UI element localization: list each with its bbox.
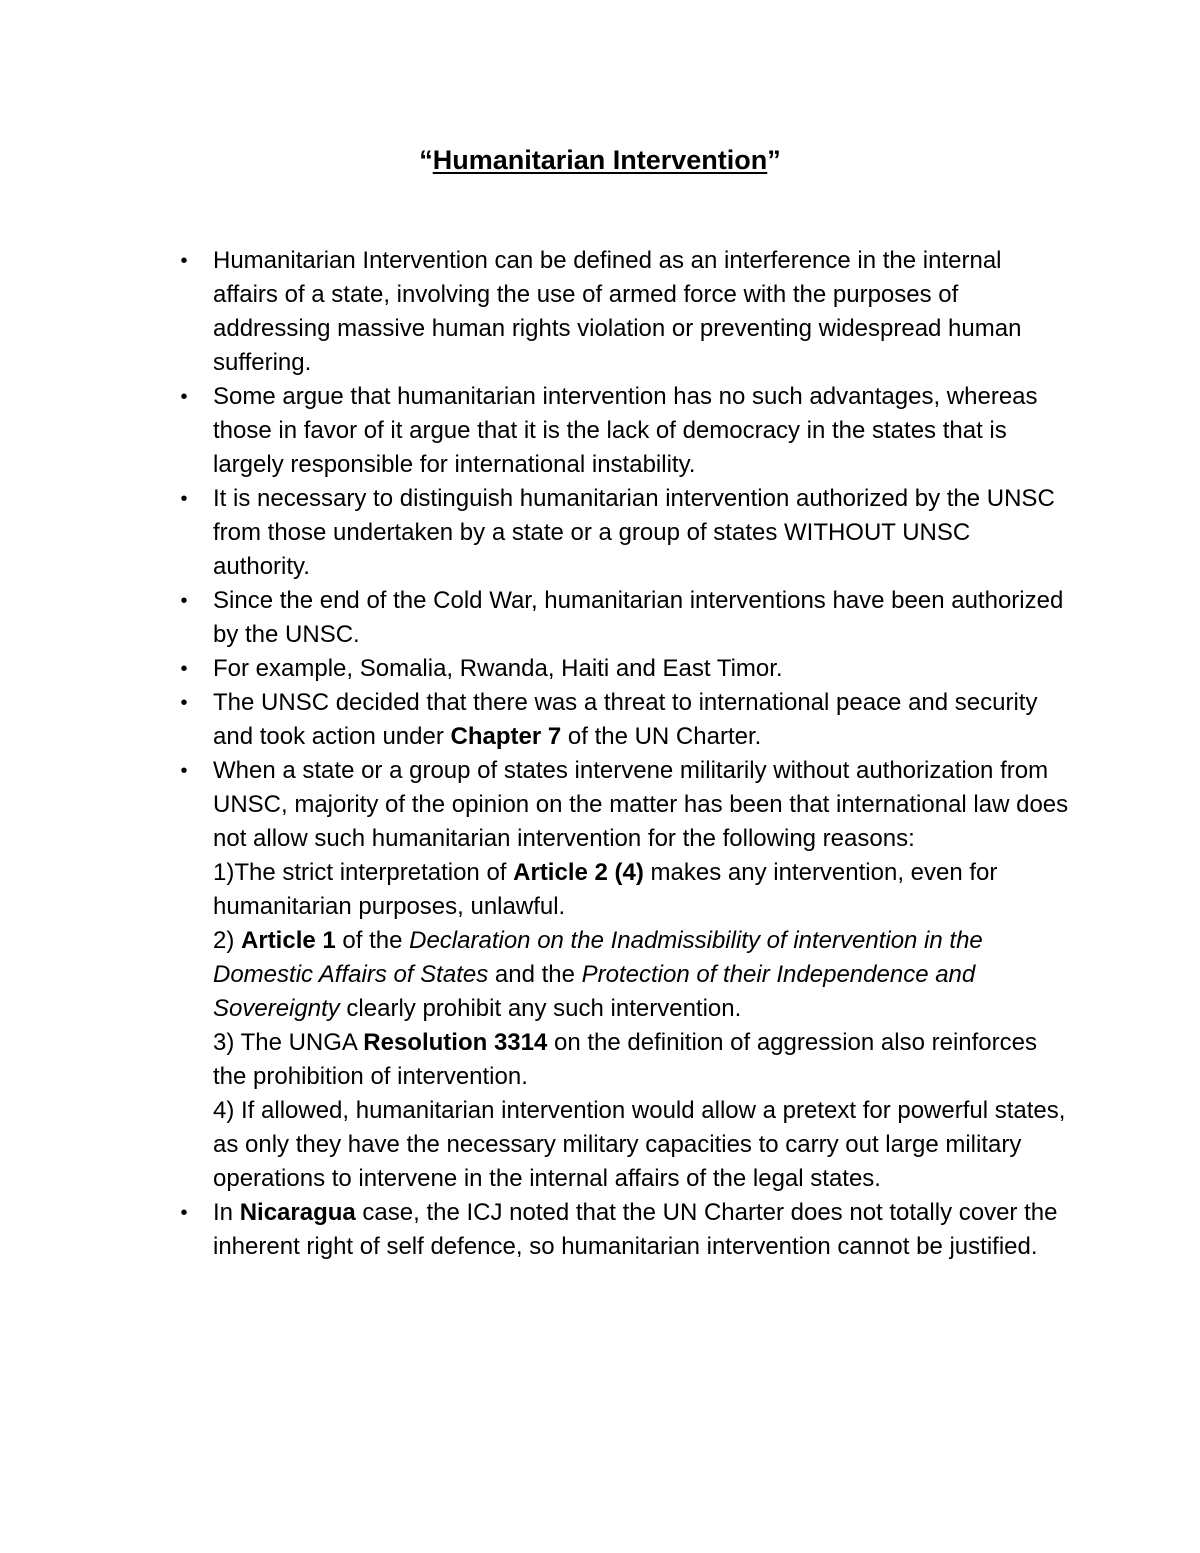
reason-point-1 — [213, 856, 1073, 924]
bullet-dot-icon: • — [180, 590, 188, 612]
bullet-item-examples — [0, 652, 1073, 686]
bullet-item-distinction — [0, 482, 1073, 584]
text-run: 2) — [213, 927, 242, 954]
title-text: Humanitarian Intervention — [432, 145, 768, 175]
bullet-item-reasons — [0, 754, 1073, 1196]
bullet-text — [213, 1196, 1073, 1264]
italic-declaration-title: Declaration on the Inadmissibility of intervention in the Domestic Affairs of States — [213, 927, 983, 988]
bullet-text: Since the end of the Cold War, humanitarian interventions have been authorized by the UNSC. — [213, 587, 1064, 648]
bullet-text: Some argue that humanitarian intervention has no such advantages, whereas those in favor of it argue that it is the lack of democracy in the states that is largely responsible for international instability. — [213, 383, 1038, 478]
bullet-dot-icon: • — [180, 760, 188, 782]
text-run: 1)The strict interpretation of — [213, 859, 514, 886]
title-close-quote: ” — [767, 145, 781, 175]
text-run: and the — [488, 961, 582, 988]
bullet-dot-icon: • — [180, 692, 188, 714]
bullet-item-arguments — [0, 380, 1073, 482]
bold-term-resolution-3314: Resolution 3314 — [363, 1029, 548, 1056]
bullet-dot-icon: • — [180, 1202, 188, 1224]
reason-point-4: 4) If allowed, humanitarian intervention would allow a pretext for powerful states, as only they have the necessary military capacities to carry out large military operations to intervene in the internal affairs of the legal states. — [213, 1097, 1066, 1192]
bold-term-nicaragua: Nicaragua — [239, 1199, 356, 1226]
bullet-text: Humanitarian Intervention can be defined as an interference in the internal affairs of a state, involving the use of armed force with the purposes of addressing massive human rights violation or preventing widespread human suffering. — [213, 247, 1022, 376]
bullet-item-cold-war — [0, 584, 1073, 652]
bold-term-chapter-7: Chapter 7 — [450, 723, 562, 750]
bold-term-article-1: Article 1 — [241, 927, 336, 954]
bullet-dot-icon: • — [180, 250, 188, 272]
bullet-item-nicaragua — [0, 1196, 1073, 1264]
text-run: of the — [335, 927, 410, 954]
bullet-list — [0, 244, 1200, 1264]
bullet-text: It is necessary to distinguish humanitarian intervention authorized by the UNSC from those undertaken by a state or a group of states WITHOUT UNSC authority. — [213, 485, 1055, 580]
bullet-dot-icon: • — [180, 386, 188, 408]
text-run: makes any intervention, even for humanitarian purposes, unlawful. — [213, 859, 998, 920]
bullet-text: For example, Somalia, Rwanda, Haiti and East Timor. — [213, 655, 783, 682]
bullet-item-definition — [0, 244, 1073, 380]
bullet-dot-icon: • — [180, 658, 188, 680]
reason-point-2 — [213, 924, 1073, 1026]
text-run: on the definition of aggression also reinforces the prohibition of intervention. — [213, 1029, 1037, 1090]
italic-protection-title: Protection of their Independence and Sovereignty — [213, 961, 976, 1022]
bullet-text — [213, 686, 1073, 754]
text-run: case, the ICJ noted that the UN Charter does not totally cover the inherent right of self defence, so humanitarian intervention cannot be justified. — [213, 1199, 1058, 1260]
document-title — [0, 142, 1200, 178]
text-run: In — [213, 1199, 240, 1226]
bullet-text: When a state or a group of states intervene militarily without authorization from UNSC, majority of the opinion on the matter has been that international law does not allow such humanitarian intervention for the following reasons: — [213, 757, 1069, 852]
title-open-quote: “ — [419, 145, 433, 175]
bold-term-article-2-4: Article 2 (4) — [513, 859, 644, 886]
text-run: of the UN Charter. — [561, 723, 762, 750]
bullet-item-unsc-action — [0, 686, 1073, 754]
text-run: The UNSC decided that there was a threat to international peace and security and took action under — [213, 689, 1038, 750]
text-run: clearly prohibit any such intervention. — [339, 995, 742, 1022]
text-run: 3) The UNGA — [213, 1029, 364, 1056]
bullet-dot-icon: • — [180, 488, 188, 510]
reason-point-3 — [213, 1026, 1073, 1094]
